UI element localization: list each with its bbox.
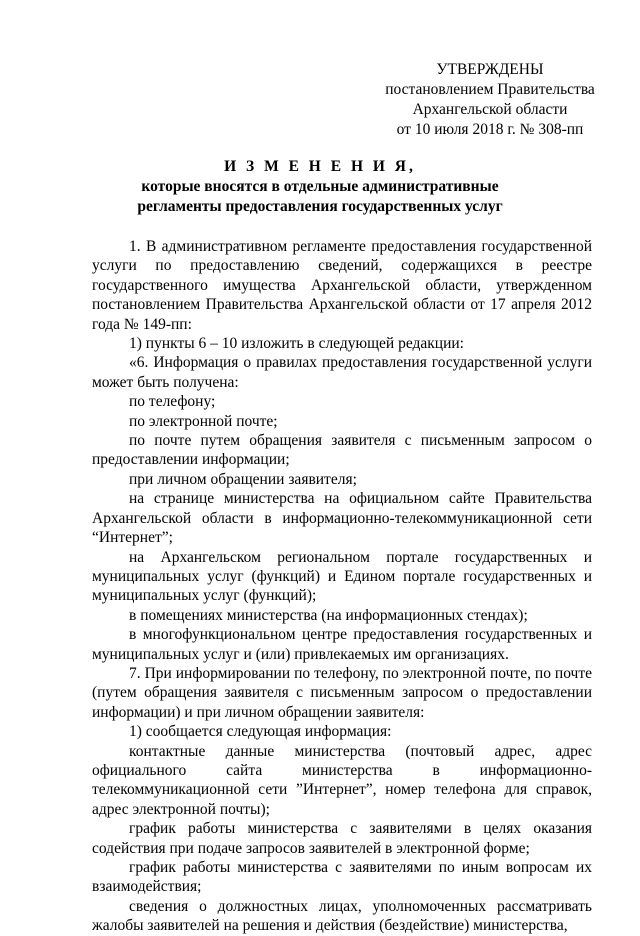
title-subline: регламенты предоставления государственных услуг (137, 198, 503, 215)
paragraph: при личном обращении заявителя; (129, 470, 357, 488)
approval-heading: УТВЕРЖДЕНЫ (436, 61, 544, 78)
approval-line: Архангельской области (412, 101, 568, 118)
paragraph: в помещениях министерства (на информационных стендах); (129, 606, 528, 624)
paragraph: график работы министерства с заявителями в целях оказания содействия при подаче запросов заявителей в электронной форме; (92, 820, 592, 857)
document-title (0, 157, 640, 217)
approval-date: от 10 июля 2018 г. № 308-пп (396, 121, 584, 138)
approval-stamp (360, 60, 620, 140)
title-subline: которые вносятся в отдельные административные (141, 178, 499, 195)
paragraph: сведения о должностных лицах, уполномоченных рассматривать жалобы заявителей на решения и действия (бездействие) министерства, (92, 897, 592, 935)
document-body (92, 237, 592, 936)
paragraph: по электронной почте; (129, 412, 278, 430)
approval-line: постановлением Правительства (385, 81, 595, 98)
title-heading: И З М Е Н Е Н И Я, (224, 158, 416, 175)
paragraph: «6. Информация о правилах предоставления государственной услуги может быть получена: (92, 354, 592, 391)
paragraph: график работы министерства с заявителями по иным вопросам их взаимодействия; (92, 859, 592, 896)
paragraph: 1. В административном регламенте предоставления государственной услуги по предоставлению сведений, содержащихся в реестре государственного имущества Архангельской области, утвержденном постановлением Правительства Архангельской области от 17 апреля 2012 года № 149-пп: (92, 238, 592, 333)
paragraph: по почте путем обращения заявителя с письменным запросом о предоставлении информации; (92, 432, 592, 469)
paragraph: на Архангельском региональном портале государственных и муниципальных услуг (функций) и Едином портале государственных и муниципальных услуг (функций); (92, 548, 592, 605)
paragraph: 7. При информировании по телефону, по электронной почте, по почте (путем обращения заявителя с письменным запросом о предоставлении информации) и при личном обращении заявителя: (92, 664, 592, 721)
paragraph: 1) сообщается следующая информация: (129, 723, 392, 741)
paragraph: в многофункциональном центре предоставления государственных и муниципальных услуг и (или) привлекаемых им организациях. (92, 626, 592, 663)
paragraph: по телефону; (129, 393, 216, 411)
paragraph: на странице министерства на официальном сайте Правительства Архангельской области в информационно-телекоммуникационной сети “Интернет”; (92, 490, 592, 547)
paragraph: контактные данные министерства (почтовый адрес, адрес официального сайта министерства в информационно-телекоммуникационной сети ”Интернет”, номер телефона для справок, адрес электронной почты); (92, 742, 592, 818)
paragraph: 1) пункты 6 – 10 изложить в следующей редакции: (129, 335, 464, 353)
